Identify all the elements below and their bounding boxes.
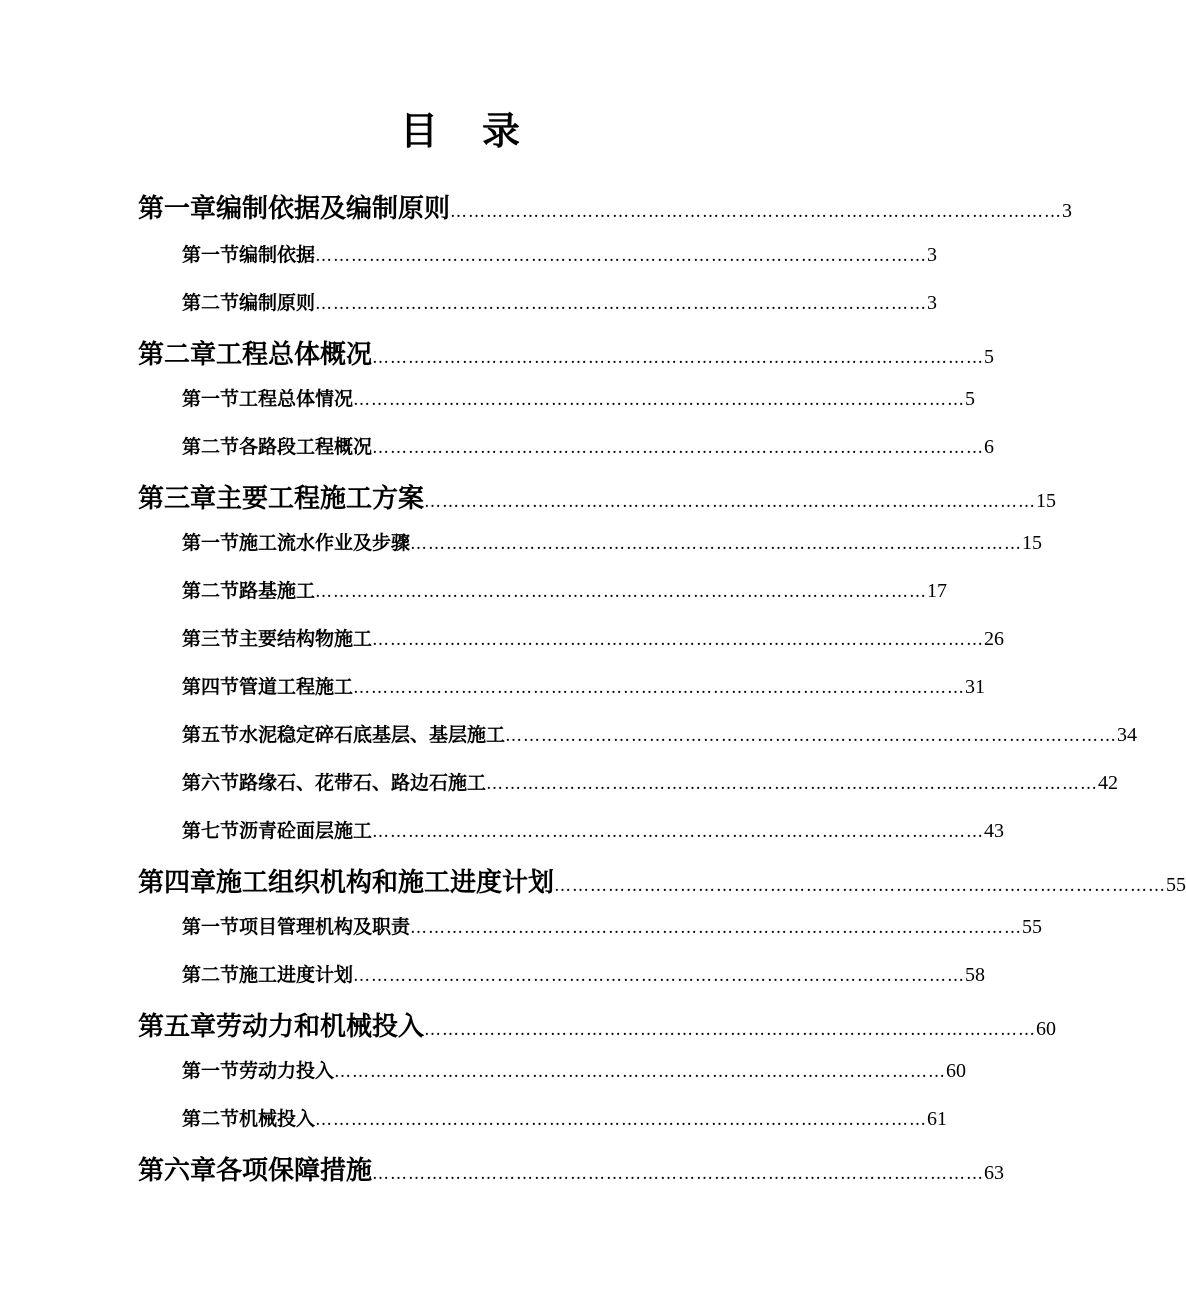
page-number: 5 <box>984 346 995 368</box>
section-title: 编制依据 <box>239 244 316 266</box>
toc-section-entry[interactable] <box>182 240 938 267</box>
chapter-number: 第五章 <box>138 1012 217 1042</box>
chapter-number: 第二章 <box>138 340 217 370</box>
section-number: 第二节 <box>182 436 240 458</box>
page-number: 43 <box>984 820 1005 842</box>
section-number: 第二节 <box>182 964 240 986</box>
toc-section-entry[interactable] <box>182 912 1043 939</box>
dot-leader: ………………………………………………………………………………………… <box>315 246 928 266</box>
section-title: 水泥稳定碎石底基层、基层施工 <box>239 724 506 746</box>
section-number: 第一节 <box>182 1060 240 1082</box>
dot-leader: ………………………………………………………………………………………… <box>372 630 985 650</box>
page-number: 34 <box>1117 724 1138 746</box>
chapter-number: 第一章 <box>138 194 217 224</box>
page-number: 17 <box>927 580 948 602</box>
page-number: 3 <box>1062 200 1073 222</box>
toc-section-entry[interactable] <box>182 960 986 987</box>
chapter-title: 主要工程施工方案 <box>216 484 425 514</box>
section-title: 施工流水作业及步骤 <box>239 532 411 554</box>
page-number: 63 <box>984 1162 1005 1184</box>
section-number: 第一节 <box>182 244 240 266</box>
dot-leader: ………………………………………………………………………………………… <box>424 492 1037 512</box>
toc-section-entry[interactable] <box>182 1104 948 1131</box>
toc-section-entry[interactable] <box>182 384 976 411</box>
section-number: 第一节 <box>182 532 240 554</box>
page-number: 58 <box>965 964 986 986</box>
dot-leader: ………………………………………………………………………………………… <box>353 966 966 986</box>
page-number: 3 <box>927 292 938 314</box>
dot-leader: ………………………………………………………………………………………… <box>410 918 1023 938</box>
dot-leader: ………………………………………………………………………………………… <box>372 1164 985 1184</box>
page-number: 42 <box>1098 772 1119 794</box>
page-number: 26 <box>984 628 1005 650</box>
dot-leader: ………………………………………………………………………………………… <box>372 822 985 842</box>
toc-chapter-entry[interactable] <box>138 1006 1057 1043</box>
dot-leader: ………………………………………………………………………………………… <box>372 438 985 458</box>
section-number: 第一节 <box>182 388 240 410</box>
section-title: 项目管理机构及职责 <box>239 916 411 938</box>
section-title: 劳动力投入 <box>239 1060 335 1082</box>
section-number: 第一节 <box>182 916 240 938</box>
toc-chapter-entry[interactable] <box>138 478 1057 515</box>
section-number: 第三节 <box>182 628 240 650</box>
dot-leader: ………………………………………………………………………………………… <box>410 534 1023 554</box>
section-title: 编制原则 <box>239 292 316 314</box>
dot-leader: ………………………………………………………………………………………… <box>486 774 1099 794</box>
section-title: 机械投入 <box>239 1108 316 1130</box>
toc-section-entry[interactable] <box>182 1056 967 1083</box>
dot-leader: ………………………………………………………………………………………… <box>505 726 1118 746</box>
dot-leader: ………………………………………………………………………………………… <box>554 876 1167 896</box>
dot-leader: ………………………………………………………………………………………… <box>450 202 1063 222</box>
section-title: 沥青砼面层施工 <box>239 820 373 842</box>
page-number: 6 <box>984 436 995 458</box>
section-title: 各路段工程概况 <box>239 436 373 458</box>
chapter-number: 第四章 <box>138 868 217 898</box>
section-number: 第六节 <box>182 772 240 794</box>
toc-section-entry[interactable] <box>182 624 1005 651</box>
page-number: 55 <box>1022 916 1043 938</box>
dot-leader: ………………………………………………………………………………………… <box>353 678 966 698</box>
dot-leader: ………………………………………………………………………………………… <box>315 582 928 602</box>
page-number: 15 <box>1022 532 1043 554</box>
page-number: 3 <box>927 244 938 266</box>
toc-chapter-entry[interactable] <box>138 862 1186 899</box>
section-number: 第二节 <box>182 292 240 314</box>
dot-leader: ………………………………………………………………………………………… <box>372 348 985 368</box>
section-title: 工程总体情况 <box>239 388 354 410</box>
section-title: 主要结构物施工 <box>239 628 373 650</box>
chapter-number: 第六章 <box>138 1156 217 1186</box>
toc-chapter-entry[interactable] <box>138 188 1073 225</box>
dot-leader: ………………………………………………………………………………………… <box>315 294 928 314</box>
dot-leader: ………………………………………………………………………………………… <box>334 1062 947 1082</box>
section-number: 第五节 <box>182 724 240 746</box>
page-number: 60 <box>1036 1018 1057 1040</box>
toc-chapter-entry[interactable] <box>138 334 995 371</box>
toc-section-entry[interactable] <box>182 720 1138 747</box>
title-char-2: 录 <box>482 108 521 153</box>
page-number: 61 <box>927 1108 948 1130</box>
toc-section-entry[interactable] <box>182 672 986 699</box>
section-number: 第二节 <box>182 1108 240 1130</box>
toc-section-entry[interactable] <box>182 288 938 315</box>
section-number: 第七节 <box>182 820 240 842</box>
page-number: 60 <box>946 1060 967 1082</box>
section-title: 路缘石、花带石、路边石施工 <box>239 772 487 794</box>
section-title: 施工进度计划 <box>239 964 354 986</box>
toc-section-entry[interactable] <box>182 768 1119 795</box>
page-number: 31 <box>965 676 986 698</box>
toc-section-entry[interactable] <box>182 432 995 459</box>
chapter-title: 编制依据及编制原则 <box>216 194 451 224</box>
toc-section-entry[interactable] <box>182 576 948 603</box>
chapter-title: 施工组织机构和施工进度计划 <box>216 868 555 898</box>
chapter-title: 各项保障措施 <box>216 1156 373 1186</box>
toc-section-entry[interactable] <box>182 528 1043 555</box>
chapter-number: 第三章 <box>138 484 217 514</box>
section-number: 第二节 <box>182 580 240 602</box>
title-char-1: 目 <box>399 108 438 153</box>
toc-chapter-entry[interactable] <box>138 1150 1005 1187</box>
section-number: 第四节 <box>182 676 240 698</box>
dot-leader: ………………………………………………………………………………………… <box>353 390 966 410</box>
section-title: 管道工程施工 <box>239 676 354 698</box>
page-number: 5 <box>965 388 976 410</box>
page-number: 15 <box>1036 490 1057 512</box>
dot-leader: ………………………………………………………………………………………… <box>315 1110 928 1130</box>
section-title: 路基施工 <box>239 580 316 602</box>
toc-section-entry[interactable] <box>182 816 1005 843</box>
dot-leader: ………………………………………………………………………………………… <box>424 1020 1037 1040</box>
chapter-title: 工程总体概况 <box>216 340 373 370</box>
chapter-title: 劳动力和机械投入 <box>216 1012 425 1042</box>
page-number: 55 <box>1166 874 1186 896</box>
